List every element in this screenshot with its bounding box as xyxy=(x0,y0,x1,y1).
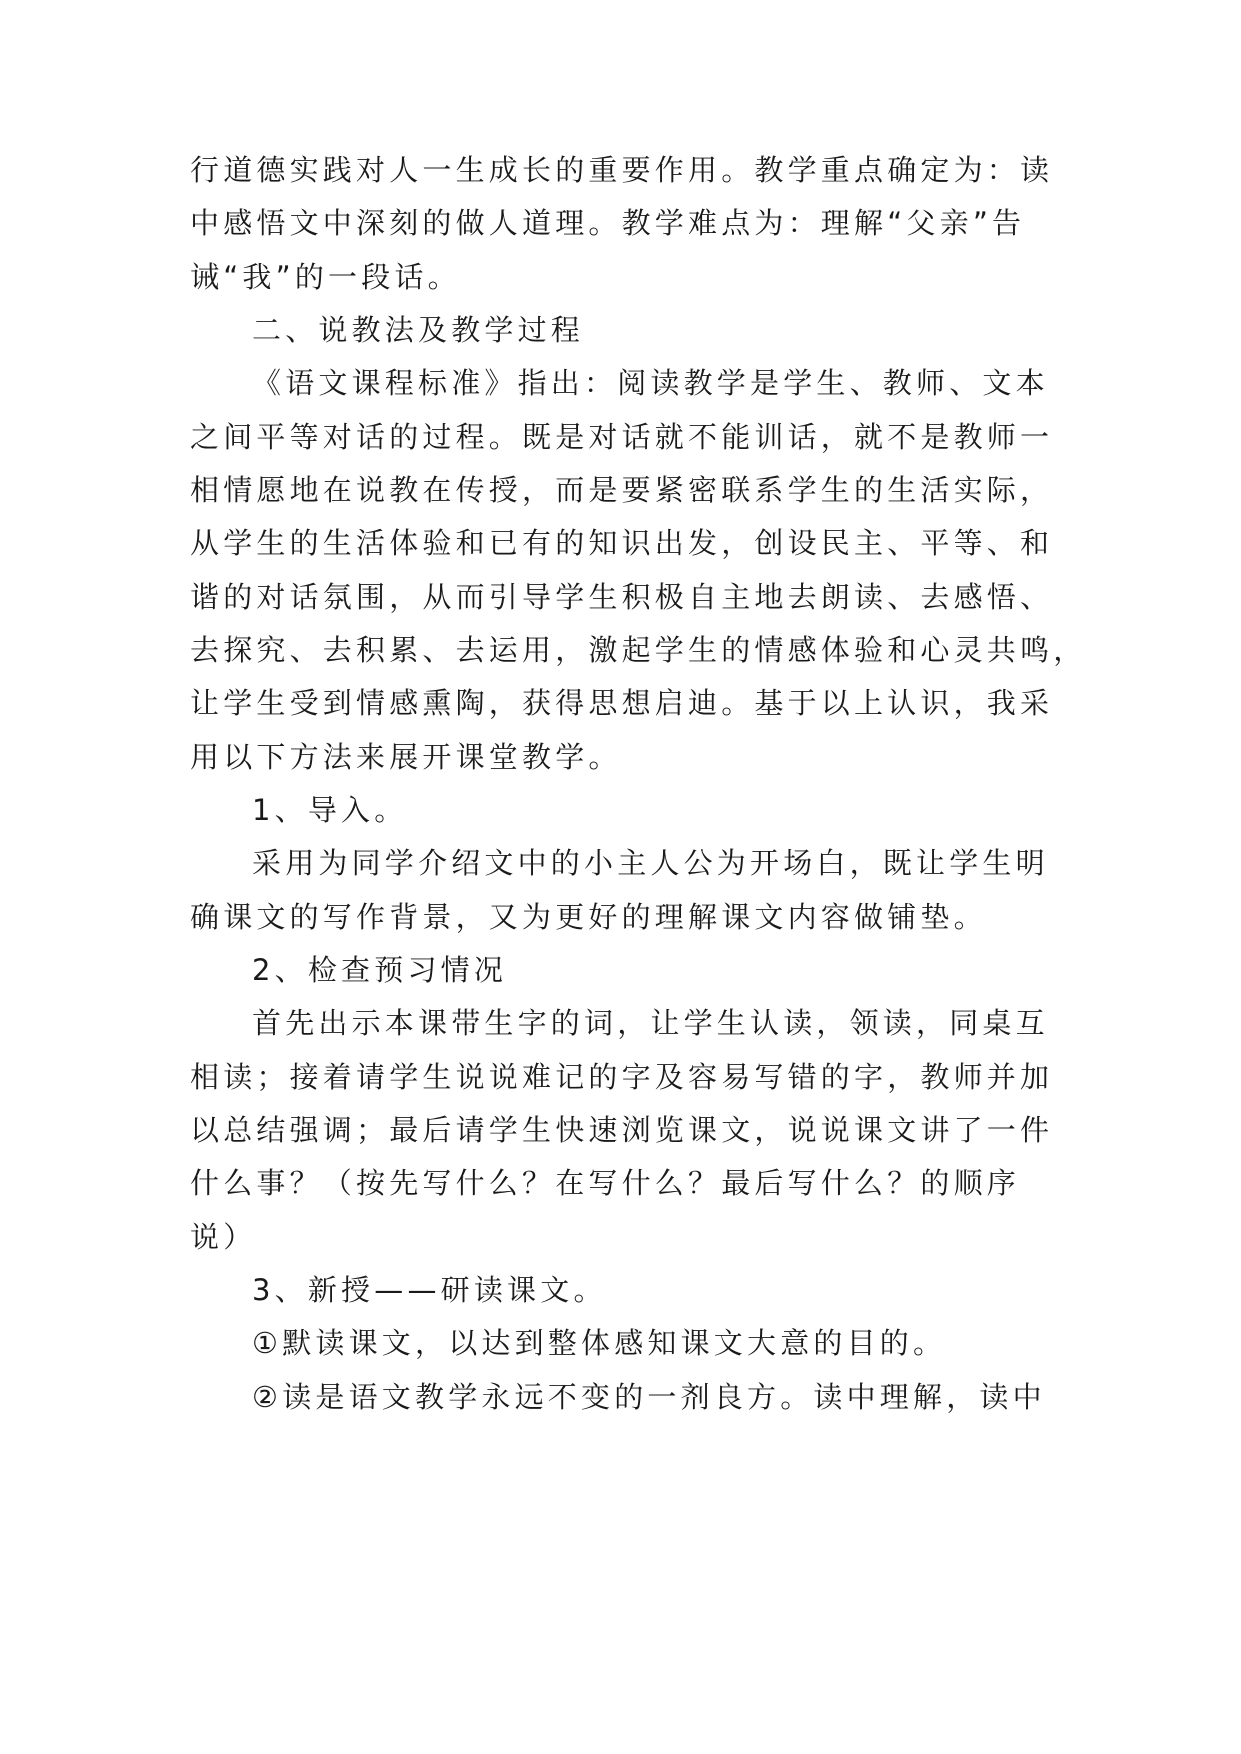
paragraph-line: 首先出示本课带生字的词，让学生认读，领读，同桌互 xyxy=(252,1006,1049,1040)
paragraph-line: ②读是语文教学永远不变的一剂良方。读中理解，读中 xyxy=(252,1380,1046,1414)
paragraph-line: 让学生受到情感熏陶，获得思想启迪。基于以上认识，我采 xyxy=(190,686,1054,720)
paragraph-line: 相读；接着请学生说说难记的字及容易写错的字，教师并加 xyxy=(190,1060,1054,1094)
paragraph-line: 以总结强调；最后请学生快速浏览课文，说说课文讲了一件 xyxy=(190,1113,1054,1147)
paragraph-line: 从学生的生活体验和已有的知识出发，创设民主、平等、和 xyxy=(190,526,1054,560)
paragraph-line: 诫“我”的一段话。 xyxy=(190,260,461,294)
paragraph-line: 采用为同学介绍文中的小主人公为开场白，既让学生明 xyxy=(252,846,1049,880)
paragraph-line: 相情愿地在说教在传授，而是要紧密联系学生的生活实际， xyxy=(190,473,1054,507)
paragraph-line: 谐的对话氛围，从而引导学生积极自主地去朗读、去感悟、 xyxy=(190,580,1054,614)
paragraph-line: 用以下方法来展开课堂教学。 xyxy=(190,740,622,774)
paragraph-line: 《语文课程标准》指出：阅读教学是学生、教师、文本 xyxy=(252,366,1049,400)
step-heading: 1、导入。 xyxy=(252,793,408,827)
paragraph-line: 去探究、去积累、去运用，激起学生的情感体验和心灵共鸣， xyxy=(190,633,1087,667)
paragraph-line: 说） xyxy=(190,1220,257,1254)
paragraph-line: ①默读课文，以达到整体感知课文大意的目的。 xyxy=(252,1326,947,1360)
paragraph-line: 什么事？（按先写什么？在写什么？最后写什么？的顺序 xyxy=(190,1166,1021,1200)
paragraph-line: 行道德实践对人一生成长的重要作用。教学重点确定为：读 xyxy=(190,153,1054,187)
step-heading: 2、检查预习情况 xyxy=(252,953,508,987)
paragraph-line: 中感悟文中深刻的做人道理。教学难点为：理解“父亲”告 xyxy=(190,206,1026,240)
paragraph-line: 确课文的写作背景，又为更好的理解课文内容做铺垫。 xyxy=(190,900,987,934)
section-heading: 二、说教法及教学过程 xyxy=(252,313,585,347)
step-heading: 3、新授——研读课文。 xyxy=(252,1273,607,1307)
paragraph-line: 之间平等对话的过程。既是对话就不能训话，就不是教师一 xyxy=(190,420,1054,454)
